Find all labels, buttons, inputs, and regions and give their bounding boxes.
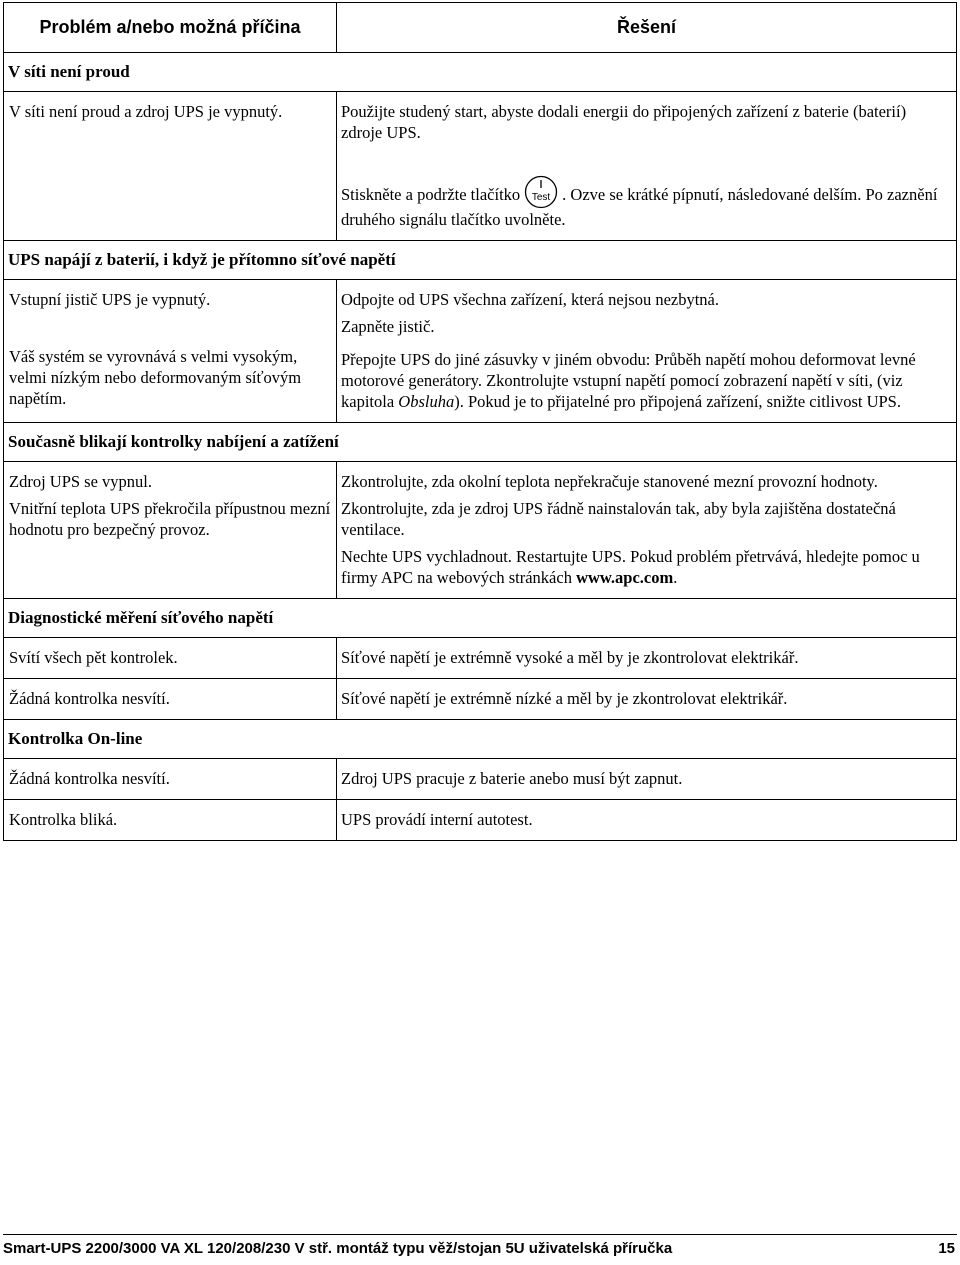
solution-text: Zapněte jistič. [341, 317, 435, 336]
solution-text [341, 546, 950, 588]
problem-text: Vstupní jistič UPS je vypnutý. [9, 290, 211, 309]
page-number: 15 [938, 1240, 955, 1257]
section-title: Současně blikají kontrolky nabíjení a zatížení [4, 423, 957, 462]
footer-title: Smart-UPS 2200/3000 VA XL 120/208/230 V stř. montáž typu věž/stojan 5U uživatelská příručka [3, 1240, 673, 1257]
table-row [4, 800, 957, 841]
table-header [4, 3, 957, 53]
solution-text-part: . Ozve se krátké pípnutí, následované delším. Po zaznění druhého signálu tlačítko uvolněte. [341, 185, 938, 229]
section-row [4, 599, 957, 638]
solution-text: Odpojte od UPS všechna zařízení, která nejsou nezbytná. [341, 290, 720, 309]
header-problem: Problém a/nebo možná příčina [4, 3, 337, 53]
section-row [4, 53, 957, 92]
section-title: V síti není proud [4, 53, 957, 92]
solution-text: Zkontrolujte, zda okolní teplota nepřekračuje stanovené mezní provozní hodnoty. [341, 472, 878, 491]
problem-cell: Kontrolka bliká. [4, 800, 337, 841]
problem-cell: Žádná kontrolka nesvítí. [4, 679, 337, 720]
solution-text-part: Nechte UPS vychladnout. Restartujte UPS. Pokud problém přetrvává, hledejte pomoc u firmy APC na webových stránkách [341, 547, 920, 587]
section-title: Kontrolka On-line [4, 720, 957, 759]
table-row [4, 759, 957, 800]
problem-text: Váš systém se vyrovnává s velmi vysokým, velmi nízkým nebo deformovaným síťovým napětím. [9, 347, 302, 408]
header-solution: Řešení [337, 3, 957, 53]
section-title: UPS napájí z baterií, i když je přítomno síťové napětí [4, 241, 957, 280]
problem-text: V síti není proud a zdroj UPS je vypnutý. [9, 102, 283, 121]
solution-text: Zkontrolujte, zda je zdroj UPS řádně nainstalován tak, aby byla zajištěna dostatečná ventilace. [341, 499, 896, 539]
problem-text: Vnitřní teplota UPS překročila přípustnou mezní hodnotu pro bezpečný provoz. [9, 499, 331, 539]
solution-cell: Zdroj UPS pracuje z baterie anebo musí být zapnut. [337, 759, 957, 800]
footer-divider [3, 1234, 957, 1235]
problem-text: Zdroj UPS se vypnul. [9, 472, 153, 491]
website-link: www.apc.com [576, 568, 674, 587]
table-row [4, 638, 957, 679]
problem-cell [4, 462, 337, 599]
solution-cell [337, 280, 957, 423]
solution-text [341, 349, 950, 412]
table-row [4, 280, 957, 423]
problem-cell [4, 92, 337, 241]
troubleshooting-table [3, 2, 957, 841]
solution-cell [337, 92, 957, 241]
section-row [4, 241, 957, 280]
solution-text: Použijte studený start, abyste dodali energii do připojených zařízení z baterie (baterií) zdroje UPS. [341, 102, 907, 142]
section-row [4, 720, 957, 759]
solution-cell: UPS provádí interní autotest. [337, 800, 957, 841]
solution-text-part: . [673, 568, 678, 587]
solution-cell: Síťové napětí je extrémně nízké a měl by je zkontrolovat elektrikář. [337, 679, 957, 720]
test-button-icon [524, 175, 558, 209]
solution-cell [337, 462, 957, 599]
section-title: Diagnostické měření síťového napětí [4, 599, 957, 638]
test-icon-label: Test [531, 192, 551, 203]
solution-text [341, 175, 950, 230]
solution-cell: Síťové napětí je extrémně vysoké a měl by je zkontrolovat elektrikář. [337, 638, 957, 679]
solution-text-part: Přepojte UPS do jiné zásuvky v jiném obvodu: Průběh napětí mohou deformovat levné motorové generátory. Zkontrolujte vstupní napětí pomocí zobrazení napětí v síti, (viz kapitola [341, 350, 916, 411]
chapter-reference: Obsluha [398, 392, 455, 411]
table-row [4, 462, 957, 599]
problem-cell: Svítí všech pět kontrolek. [4, 638, 337, 679]
problem-cell [4, 280, 337, 423]
problem-cell: Žádná kontrolka nesvítí. [4, 759, 337, 800]
solution-text-part: ). Pokud je to přijatelné pro připojená zařízení, snižte citlivost UPS. [454, 392, 901, 411]
table-row [4, 679, 957, 720]
section-row [4, 423, 957, 462]
table-row [4, 92, 957, 241]
solution-text-part: Stiskněte a podržte tlačítko [341, 185, 521, 204]
